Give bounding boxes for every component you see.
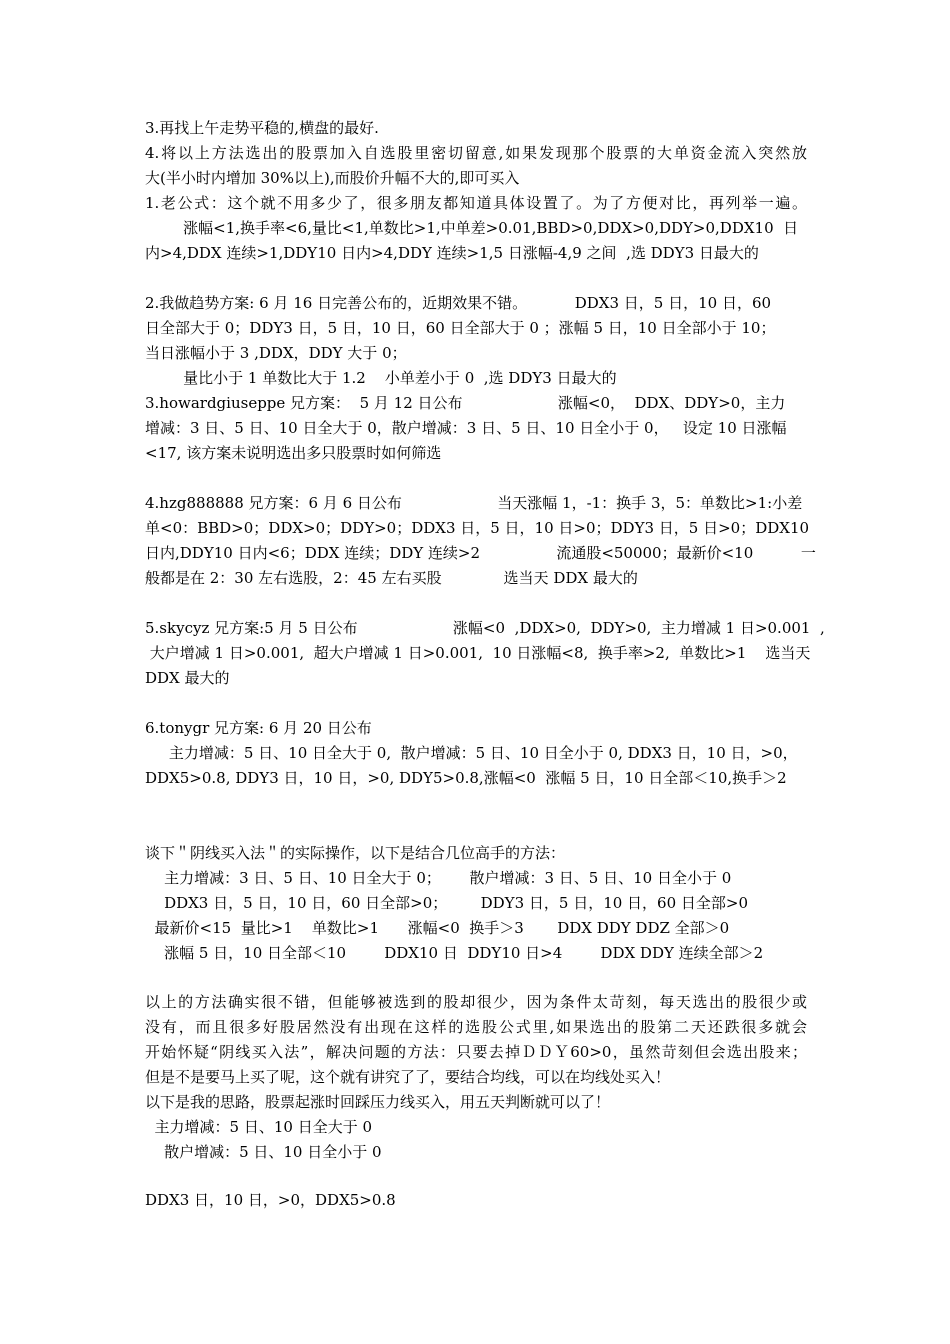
text-line: 但是不是要马上买了呢，这个就有讲究了了，要结合均线，可以在均线处买入！ xyxy=(145,1068,671,1086)
text-line: 当日涨幅小于 3 ,DDX，DDY 大于 0； xyxy=(145,344,407,362)
text-line: DDX 最大的 xyxy=(145,669,230,687)
text-line: DDX5>0.8, DDY3 日，10 日，>0, DDY5>0.8,涨幅<0 涨幅 5 日，10 日全部＜10,换手＞2 xyxy=(145,769,787,787)
text-line: 4.将以上方法选出的股票加入自选股里密切留意,如果发现那个股票的大单资金流入突然放 xyxy=(145,144,807,162)
text-line: 大(半小时内增加 30%以上),而股价升幅不大的,即可买入 xyxy=(145,169,520,187)
text-line: 增减：3 日、5 日、10 日全大于 0，散户增减：3 日、5 日、10 日全小于 0， 设定 10 日涨幅 xyxy=(145,419,787,437)
text-line: 最新价<15 量比>1 单数比>1 涨幅<0 换手＞3 DDX DDY DDZ 全部＞0 xyxy=(145,919,730,937)
text-line: 1.老公式：这个就不用多少了，很多朋友都知道具体设置了。为了方便对比，再列举一遍。 xyxy=(145,194,807,212)
text-line: 量比小于 1 单数比大于 1.2 小单差小于 0 ,选 DDY3 日最大的 xyxy=(145,369,617,387)
text-line: 涨幅 5 日，10 日全部＜10 DDX10 日 DDY10 日>4 DDX DDY 连续全部＞2 xyxy=(145,944,764,962)
text-line: 大户增减 1 日>0.001, 超大户增减 1 日>0.001, 10 日涨幅<8, 换手率>2, 单数比>1 选当天 xyxy=(145,644,811,662)
text-line: 4.hzg888888 兄方案：6 月 6 日公布 当天涨幅 1，-1：换手 3，5：单数比>1:小差 xyxy=(145,494,803,512)
text-line: 日内,DDY10 日内<6；DDX 连续；DDY 连续>2 流通股<50000；最新价<10 一 xyxy=(145,544,816,562)
text-line: DDX3 日，10 日，>0，DDX5>0.8 xyxy=(145,1191,396,1209)
text-line: 单<0：BBD>0；DDX>0；DDY>0；DDX3 日，5 日，10 日>0；DDY3 日，5 日>0；DDX10 xyxy=(145,519,810,537)
text-line: 2.我做趋势方案: 6 月 16 日完善公布的，近期效果不错。 DDX3 日，5 日，10 日，60 xyxy=(145,294,772,312)
text-line: 日全部大于 0；DDY3 日，5 日，10 日，60 日全部大于 0 ；涨幅 5 日，10 日全部小于 10； xyxy=(145,319,776,337)
text-line: 没有，而且很多好股居然没有出现在这样的选股公式里,如果选出的股第二天还跌很多就会 xyxy=(145,1018,807,1036)
text-line: 散户增减：5 日、10 日全小于 0 xyxy=(145,1143,382,1161)
text-line: DDX3 日，5 日，10 日，60 日全部>0； DDY3 日，5 日，10 日，60 日全部>0 xyxy=(145,894,749,912)
text-line: 主力增减：5 日、10 日全大于 0 xyxy=(145,1118,373,1136)
text-line: <17, 该方案未说明选出多只股票时如何筛选 xyxy=(145,444,442,462)
text-line: 般都是在 2：30 左右选股，2：45 左右买股 选当天 DDX 最大的 xyxy=(145,569,638,587)
text-line: 3.再找上午走势平稳的,横盘的最好. xyxy=(145,119,379,137)
text-line: 以下是我的思路，股票起涨时回踩压力线买入，用五天判断就可以了！ xyxy=(145,1093,611,1111)
text-line: 3.howardgiuseppe 兄方案： 5 月 12 日公布 涨幅<0， DDX、DDY>0，主力 xyxy=(145,394,786,412)
text-line: 6.tonygr 兄方案: 6 月 20 日公布 xyxy=(145,719,372,737)
text-line: 谈下＂阴线买入法＂的实际操作，以下是结合几位高手的方法： xyxy=(145,844,566,862)
text-line: 内>4,DDX 连续>1,DDY10 日内>4,DDY 连续>1,5 日涨幅-4,9 之间 ,选 DDY3 日最大的 xyxy=(145,244,759,262)
text-line: 开始怀疑“阴线买入法”，解决问题的方法：只要去掉ＤＤＹ60>0，虽然苛刻但会选出股来； xyxy=(145,1043,807,1061)
text-line: 涨幅<1,换手率<6,量比<1,单数比>1,中单差>0.01,BBD>0,DDX>0,DDY>0,DDX10 日 xyxy=(145,219,799,237)
text-line: 主力增减：3 日、5 日、10 日全大于 0； 散户增减：3 日、5 日、10 日全小于 0 xyxy=(145,869,732,887)
text-line: 主力增减：5 日、10 日全大于 0, 散户增减：5 日、10 日全小于 0, DDX3 日，10 日，>0， xyxy=(145,744,798,762)
text-line: 5.skycyz 兄方案:5 月 5 日公布 涨幅<0 ,DDX>0, DDY>0, 主力增减 1 日>0.001 , xyxy=(145,619,825,637)
text-line: 以上的方法确实很不错，但能够被选到的股却很少，因为条件太苛刻，每天选出的股很少或 xyxy=(145,993,807,1011)
